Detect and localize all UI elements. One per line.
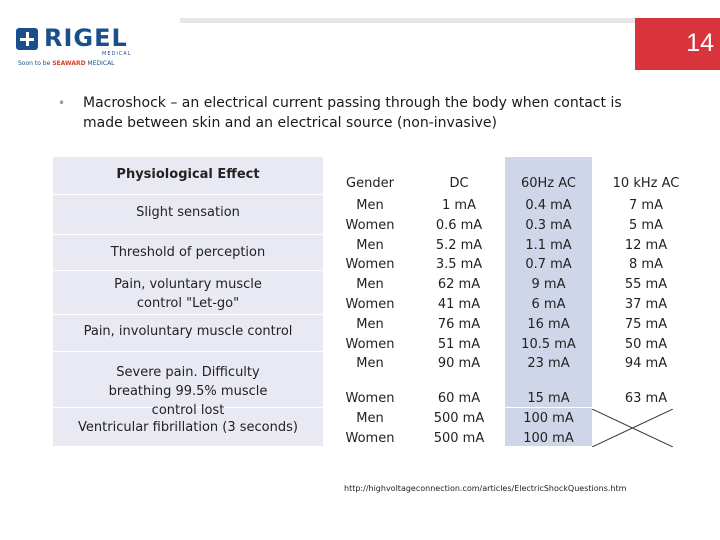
effect-cell: Severe pain. Difficulty breathing 99.5% muscle control lost — [108, 365, 268, 418]
bullet-icon: • — [58, 96, 66, 110]
header-divider — [180, 18, 635, 23]
dc-value: 51 mA — [437, 336, 481, 352]
ac60-value: 0.3 mA — [525, 217, 572, 233]
ac60-column — [505, 173, 592, 449]
gender-value: Women — [345, 296, 395, 312]
page-number: 14 — [635, 18, 720, 70]
ac60-value: 100 mA — [523, 410, 574, 426]
rigel-medical-logo — [14, 26, 174, 70]
logo-tagline — [18, 60, 115, 67]
row-divider — [53, 194, 323, 195]
ac10k-value: 12 mA — [624, 237, 668, 253]
ac10k-column — [596, 173, 696, 409]
row-divider — [53, 351, 323, 352]
gender-value: Men — [356, 410, 384, 426]
ac60-value: 23 mA — [527, 356, 570, 372]
bullet-text: Macroshock – an electrical current passing through the body when contact is made between skin and an electrical source (non-invasive) — [83, 95, 622, 131]
logo-text: RIGEL — [44, 24, 128, 52]
ac10k-value: 94 mA — [624, 356, 668, 372]
ac60-header: 60Hz AC — [520, 176, 576, 191]
dc-value: 5.2 mA — [435, 237, 483, 253]
gender-value: Men — [356, 198, 384, 213]
effect-cell: Pain, voluntary muscle control "Let-go" — [114, 277, 262, 311]
dc-value: 0.6 mA — [435, 217, 483, 233]
tagline-suffix: MEDICAL — [87, 60, 115, 67]
spacer — [415, 374, 503, 389]
gender-value: Women — [345, 430, 395, 446]
logo-cross-icon — [16, 28, 38, 50]
tagline-brand: SEAWARD — [52, 60, 86, 67]
row-divider — [53, 234, 323, 235]
spacer — [505, 374, 592, 389]
ac60-value: 0.4 mA — [525, 198, 572, 213]
spacer — [596, 374, 696, 389]
row-divider — [53, 270, 323, 271]
gender-value: Women — [345, 217, 395, 233]
ac60-value: 15 mA — [527, 391, 570, 407]
gender-value: Men — [356, 277, 384, 293]
physiological-effect-header: Physiological Effect — [116, 167, 260, 182]
dc-value: 76 mA — [437, 316, 481, 332]
dc-column — [415, 173, 503, 449]
ac10k-value: 50 mA — [624, 336, 668, 352]
dc-value: 60 mA — [437, 391, 481, 407]
dc-value: 62 mA — [437, 277, 481, 293]
effect-cell: Slight sensation — [136, 205, 240, 220]
not-applicable-cross-icon — [592, 409, 673, 447]
ac10k-value: 55 mA — [624, 277, 668, 293]
effect-cell: Ventricular fibrillation (3 seconds) — [78, 420, 298, 435]
ac60-value: 10.5 mA — [521, 336, 576, 352]
dc-value: 3.5 mA — [435, 257, 483, 273]
logo-subtext: MEDICAL — [102, 51, 132, 57]
ac60-value: 0.7 mA — [525, 257, 572, 273]
ac10k-value: 5 mA — [629, 217, 663, 233]
dc-value: 500 mA — [433, 430, 485, 446]
gender-value: Men — [356, 237, 384, 253]
ac60-value: 6 mA — [531, 296, 566, 312]
ac10k-value: 37 mA — [624, 296, 668, 312]
effect-cell: Pain, involuntary muscle control — [83, 324, 293, 339]
ac10k-value: 8 mA — [629, 257, 663, 273]
effect-cell: Threshold of perception — [110, 245, 266, 260]
gender-value: Women — [345, 336, 395, 352]
gender-value: Women — [345, 391, 395, 407]
ac10k-value: 75 mA — [624, 316, 668, 332]
spacer — [325, 374, 415, 389]
gender-column — [325, 173, 415, 449]
dc-value: 500 mA — [433, 410, 485, 426]
source-citation: http://highvoltageconnection.com/articles/ElectricShockQuestions.htm — [344, 484, 627, 493]
dc-value: 1 mA — [442, 198, 476, 213]
ac60-value: 100 mA — [523, 430, 574, 446]
tagline-prefix: Soon to be — [18, 60, 51, 67]
dc-value: 90 mA — [437, 356, 481, 372]
gender-value: Men — [356, 356, 384, 372]
ac10k-header: 10 kHz AC — [612, 176, 680, 191]
dc-header: DC — [449, 176, 469, 191]
ac10k-value: 63 mA — [624, 391, 668, 407]
gender-value: Men — [356, 316, 384, 332]
ac60-value: 1.1 mA — [525, 237, 572, 253]
ac60-value: 16 mA — [527, 316, 570, 332]
ac10k-value: 7 mA — [629, 198, 663, 213]
dc-value: 41 mA — [437, 296, 481, 312]
ac60-value: 9 mA — [531, 277, 566, 293]
gender-value: Women — [345, 257, 395, 273]
gender-header: Gender — [346, 176, 394, 191]
row-divider — [53, 314, 323, 315]
